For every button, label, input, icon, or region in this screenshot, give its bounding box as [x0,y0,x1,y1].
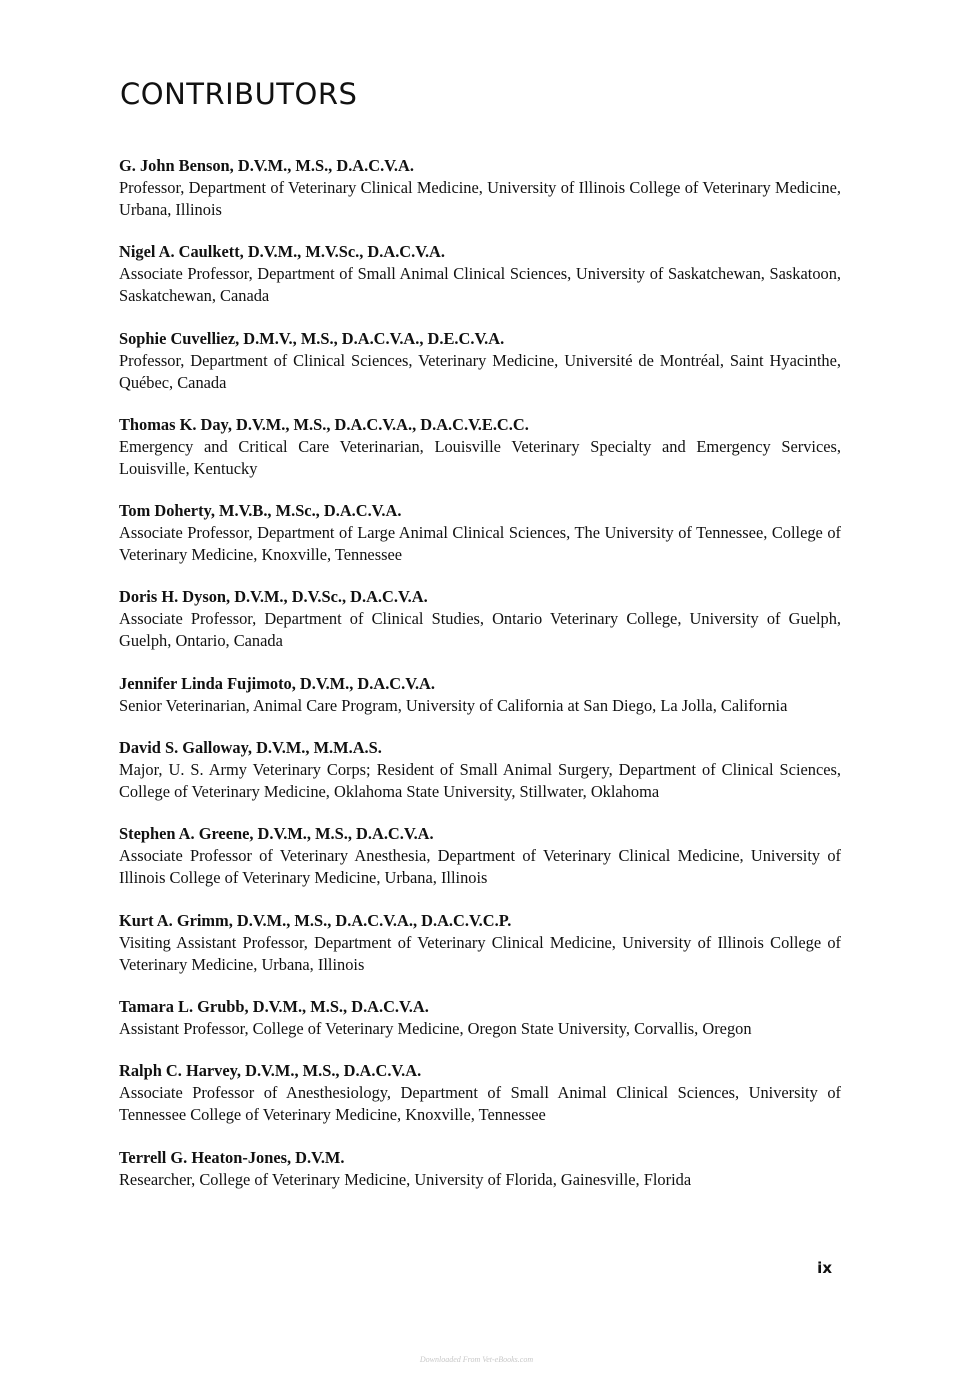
contributor-entry [119,1147,841,1191]
contributor-name: Jennifer Linda Fujimoto, D.V.M., D.A.C.V.A. [119,673,435,693]
contributor-entry [119,1060,841,1126]
contributor-entry [119,155,841,221]
contributor-entry [119,241,841,307]
contributor-affiliation: Associate Professor, Department of Small Animal Clinical Sciences, University of Saskatchewan, Saskatoon, Saskatchewan, Canada [119,264,841,306]
page-number: ix [817,1259,832,1277]
contributor-name: Tamara L. Grubb, D.V.M., M.S., D.A.C.V.A. [119,996,429,1016]
download-watermark: Downloaded From Vet-eBooks.com [419,1355,534,1364]
contributor-affiliation: Major, U. S. Army Veterinary Corps; Resident of Small Animal Surgery, Department of Clinical Sciences, College of Veterinary Medicine, Oklahoma State University, Stillwater, Oklahoma [119,760,841,802]
contributor-entry [119,586,841,652]
contributor-entry [119,673,841,717]
contributor-name: G. John Benson, D.V.M., M.S., D.A.C.V.A. [119,156,414,175]
contributor-name: Nigel A. Caulkett, D.V.M., M.V.Sc., D.A.C.V.A. [119,242,445,262]
contributor-entry [119,910,841,976]
contributor-entry [119,823,841,889]
contributor-affiliation: Associate Professor, Department of Clinical Studies, Ontario Veterinary College, University of Guelph, Guelph, Ontario, Canada [119,609,841,651]
contributor-name: Ralph C. Harvey, D.V.M., M.S., D.A.C.V.A. [119,1061,422,1081]
contributor-affiliation: Senior Veterinarian, Animal Care Program, University of California at San Diego, La Jolla, California [119,695,788,715]
contributor-affiliation: Associate Professor of Veterinary Anesthesia, Department of Veterinary Clinical Medicine, University of Illinois College of Veterinary Medicine, Urbana, Illinois [119,846,841,888]
contributor-affiliation: Visiting Assistant Professor, Department of Veterinary Clinical Medicine, University of Illinois College of Veterinary Medicine, Urbana, Illinois [119,932,841,974]
contributor-name: Terrell G. Heaton-Jones, D.V.M. [119,1147,345,1167]
page-title: CONTRIBUTORS [120,77,358,111]
contributor-affiliation: Associate Professor of Anesthesiology, Department of Small Animal Clinical Sciences, University of Tennessee College of Veterinary Medicine, Knoxville, Tennessee [119,1083,841,1125]
contributor-affiliation: Assistant Professor, College of Veterinary Medicine, Oregon State University, Corvallis, Oregon [119,1018,752,1038]
contributor-affiliation: Associate Professor, Department of Large Animal Clinical Sciences, The University of Tennessee, College of Veterinary Medicine, Knoxville, Tennessee [119,523,841,565]
contributor-affiliation: Professor, Department of Clinical Sciences, Veterinary Medicine, Université de Montréal, Saint Hyacinthe, Québec, Canada [119,350,841,392]
contributor-name: Doris H. Dyson, D.V.M., D.V.Sc., D.A.C.V.A. [119,587,428,607]
contributor-name: Tom Doherty, M.V.B., M.Sc., D.A.C.V.A. [119,501,402,521]
contributor-entry [119,500,841,566]
contributor-list [119,155,841,1211]
contributor-name: Thomas K. Day, D.V.M., M.S., D.A.C.V.A., D.A.C.V.E.C.C. [119,414,529,434]
contributor-entry [119,328,841,394]
contributor-affiliation: Professor, Department of Veterinary Clinical Medicine, University of Illinois College of Veterinary Medicine, Urbana, Illinois [119,178,841,219]
contributor-affiliation: Researcher, College of Veterinary Medicine, University of Florida, Gainesville, Florida [119,1169,692,1189]
contributor-name: Kurt A. Grimm, D.V.M., M.S., D.A.C.V.A., D.A.C.V.C.P. [119,910,512,930]
contributor-entry [119,414,841,480]
contributor-entry [119,737,841,803]
contributor-name: Sophie Cuvelliez, D.M.V., M.S., D.A.C.V.A., D.E.C.V.A. [119,328,505,348]
contributor-affiliation: Emergency and Critical Care Veterinarian, Louisville Veterinary Specialty and Emergency Services, Louisville, Kentucky [119,436,841,478]
contributor-entry [119,996,841,1040]
contributor-name: David S. Galloway, D.V.M., M.M.A.S. [119,738,382,758]
contributor-name: Stephen A. Greene, D.V.M., M.S., D.A.C.V.A. [119,824,434,844]
